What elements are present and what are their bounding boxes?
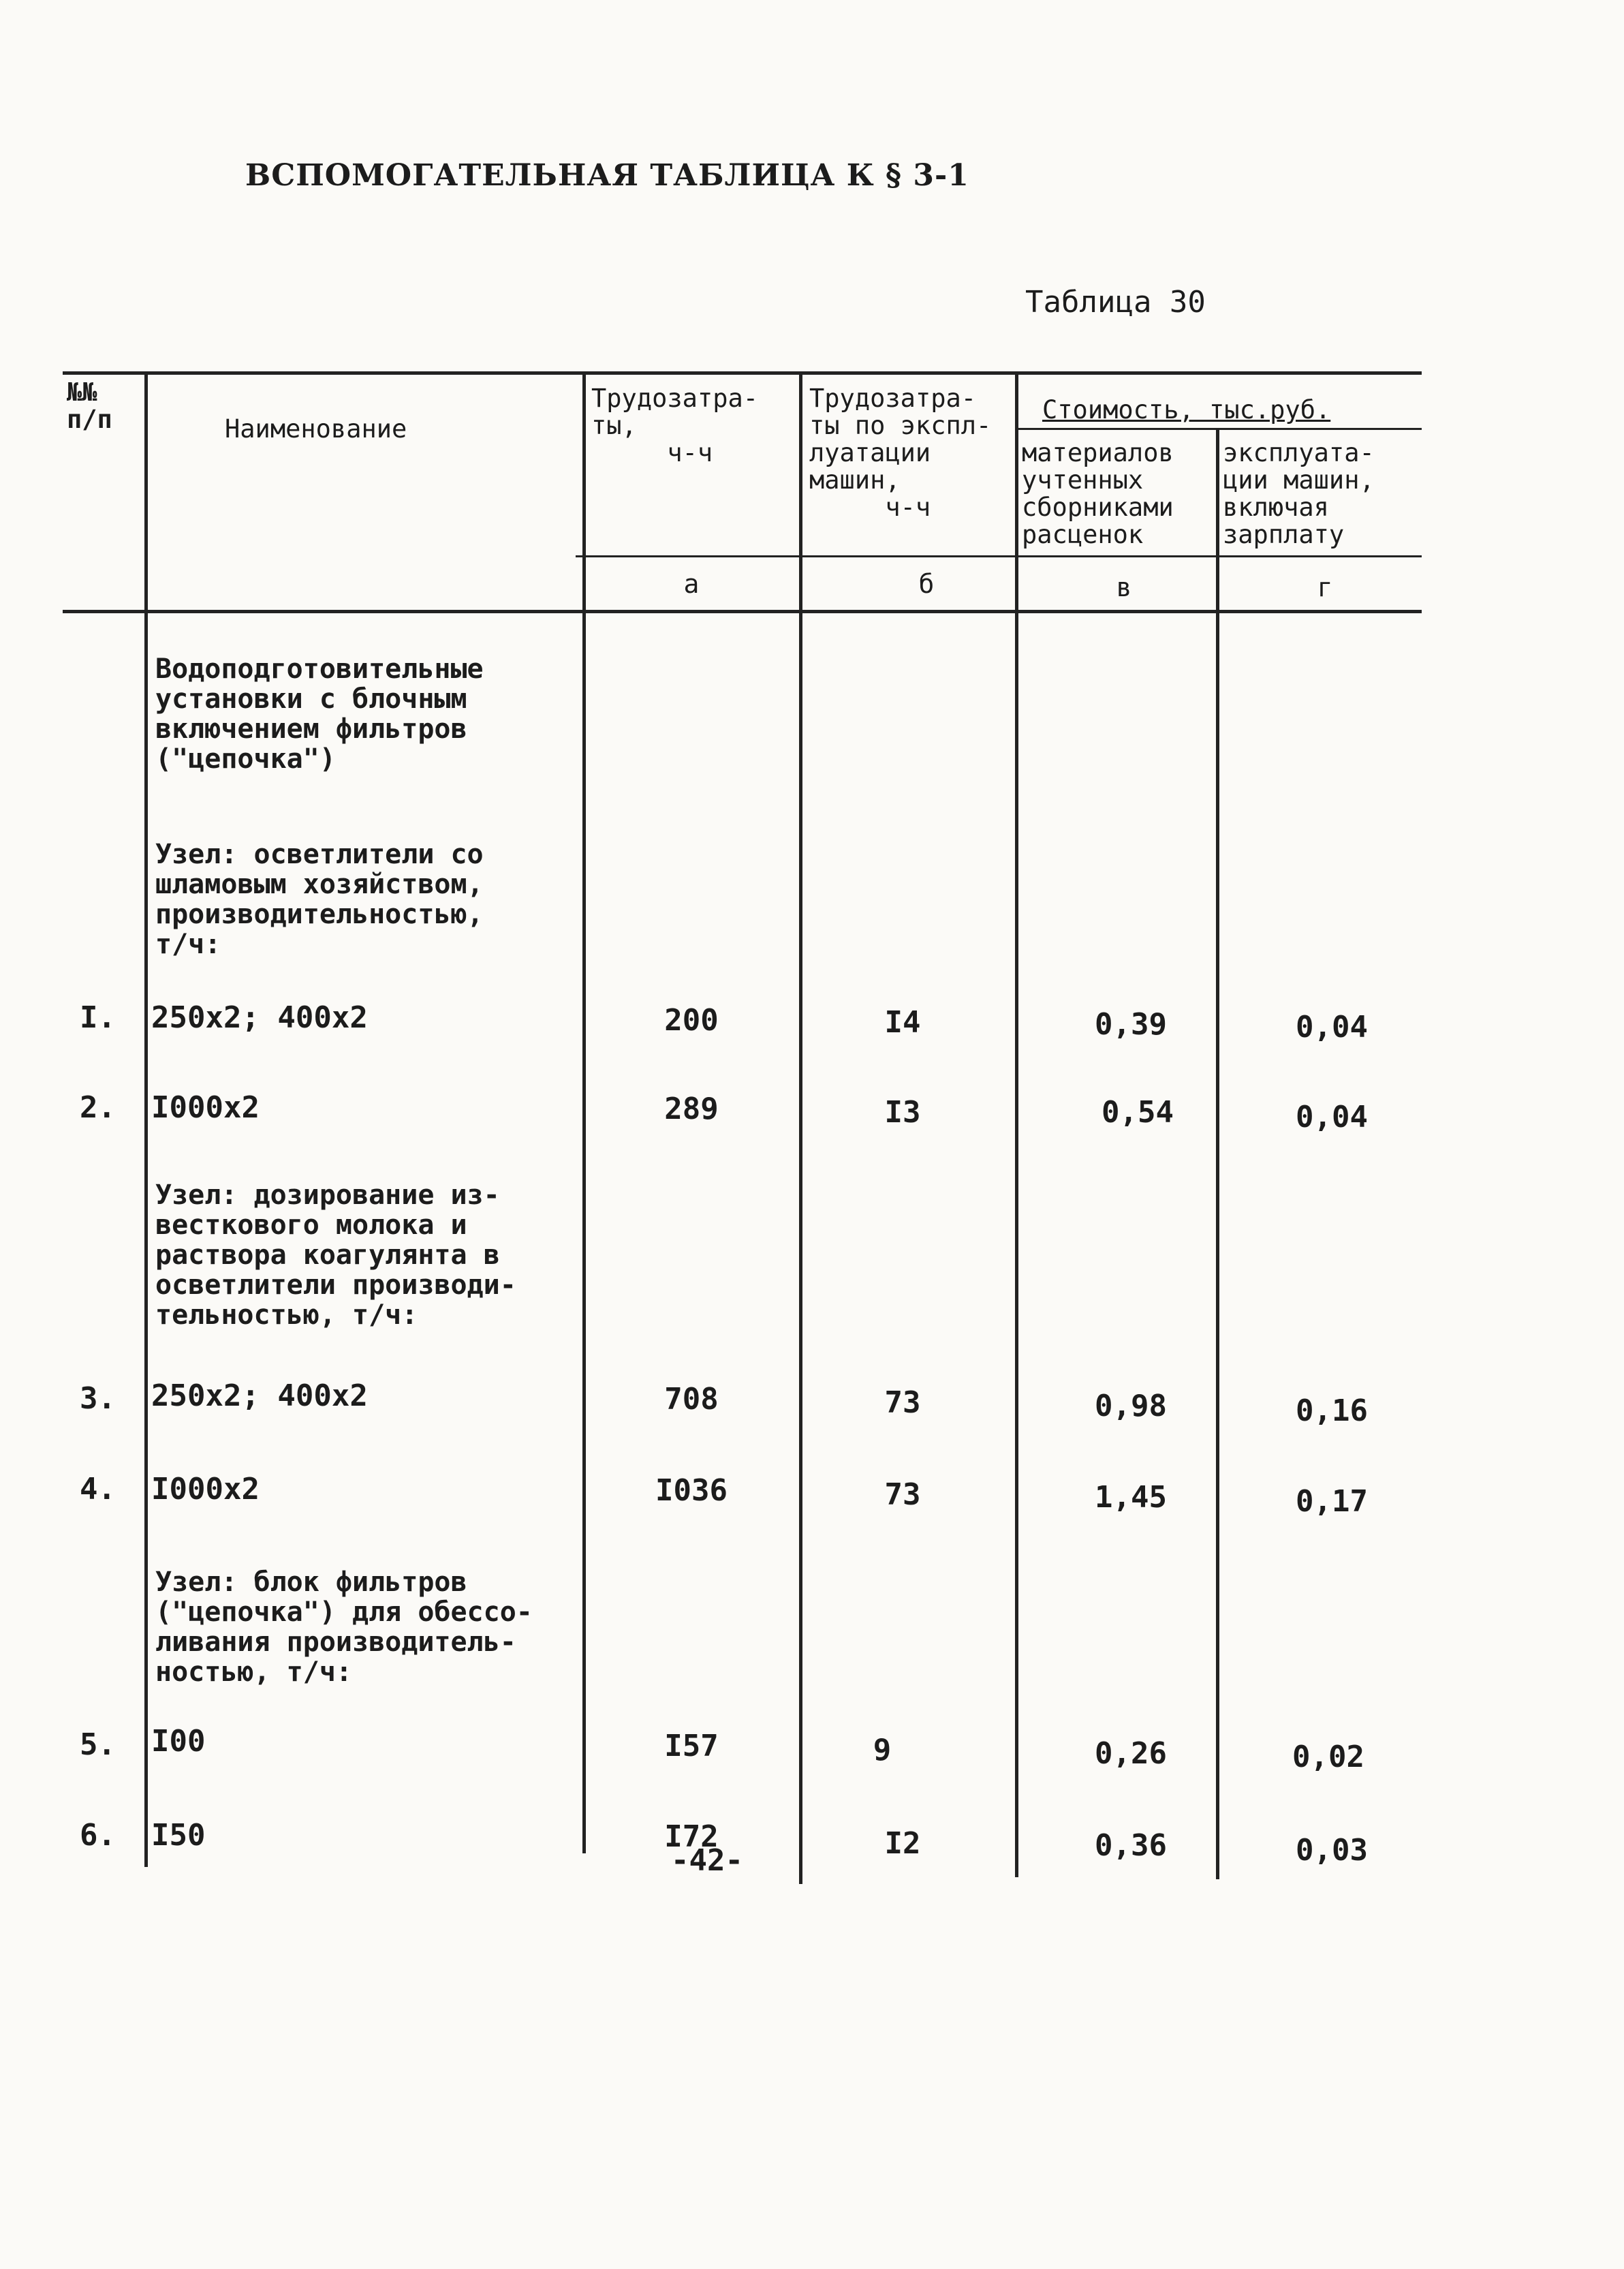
row-materials: 1,45 <box>1095 1480 1167 1515</box>
document-title: ВСПОМОГАТЕЛЬНАЯ ТАБЛИЦА К § 3-1 <box>245 158 969 193</box>
row-labor: I036 <box>655 1473 728 1508</box>
row-machine-labor: 9 <box>873 1733 892 1768</box>
column-divider-1 <box>144 371 148 1867</box>
row-machine-labor: I2 <box>884 1826 921 1861</box>
row-materials: 0,54 <box>1102 1095 1174 1130</box>
row-materials: 0,98 <box>1095 1389 1167 1423</box>
row-labor: 708 <box>664 1382 719 1417</box>
header-machine-labor: Трудозатра- ты по экспл- луатации машин, ч-ч <box>809 384 992 522</box>
row-number: I. <box>80 1000 116 1035</box>
header-labor: Трудозатра- ты, ч-ч <box>591 384 759 467</box>
header-number: №№ п/п <box>67 377 112 434</box>
letter-g: г <box>1317 572 1333 602</box>
row-name: I000х2 <box>151 1472 260 1507</box>
row-materials: 0,26 <box>1095 1736 1167 1771</box>
row-number: 6. <box>80 1818 116 1853</box>
row-machine-labor: I3 <box>884 1095 921 1130</box>
header-cost: Стоимость, тыс.руб. <box>1042 395 1331 425</box>
row-number: 3. <box>80 1381 116 1416</box>
section-heading: Узел: дозирование из- весткового молока и раствора коагулянта в осветлители производи- тельностью, т/ч: <box>155 1179 516 1331</box>
column-divider-5 <box>1216 428 1219 1879</box>
row-labor: 289 <box>664 1092 719 1126</box>
row-name: 250х2; 400х2 <box>151 1378 368 1413</box>
row-materials: 0,39 <box>1095 1007 1167 1042</box>
header-materials: материалов учтенных сборниками расценок <box>1022 438 1174 549</box>
letter-v: в <box>1116 572 1132 602</box>
row-machines: 0,17 <box>1296 1484 1368 1519</box>
row-machines: 0,02 <box>1292 1740 1364 1774</box>
row-labor: 200 <box>664 1003 719 1038</box>
letter-a: а <box>683 569 700 599</box>
letter-b: б <box>918 569 935 599</box>
table-label: Таблица 30 <box>1025 285 1206 320</box>
header-machines: эксплуата- ции машин, включая зарплату <box>1223 438 1375 549</box>
section-heading: Водоподготовительные установки с блочным включением фильтров ("цепочка") <box>155 653 484 775</box>
row-machine-labor: 73 <box>884 1385 921 1420</box>
column-divider-4 <box>1015 371 1018 1877</box>
table-top-rule <box>63 371 1422 375</box>
row-machines: 0,03 <box>1296 1833 1368 1868</box>
row-name: I00 <box>151 1724 206 1759</box>
row-machine-labor: 73 <box>884 1477 921 1512</box>
row-number: 4. <box>80 1472 116 1507</box>
row-machines: 0,04 <box>1296 1100 1368 1134</box>
letters-rule <box>576 555 1422 557</box>
section-heading: Узел: блок фильтров ("цепочка") для обессо- ливания производитель- ностью, т/ч: <box>155 1566 533 1688</box>
row-machines: 0,16 <box>1296 1393 1368 1428</box>
column-divider-3 <box>799 371 802 1884</box>
row-labor: I72 <box>664 1819 719 1854</box>
section-heading: Узел: осветлители со шламовым хозяйством, производительностью, т/ч: <box>155 839 484 960</box>
row-materials: 0,36 <box>1095 1828 1167 1863</box>
row-name: I50 <box>151 1818 206 1853</box>
row-machines: 0,04 <box>1296 1010 1368 1045</box>
row-machine-labor: I4 <box>884 1005 921 1040</box>
header-name: Наименование <box>225 414 407 444</box>
row-name: I000х2 <box>151 1090 260 1125</box>
row-labor: I57 <box>664 1729 719 1763</box>
row-number: 5. <box>80 1727 116 1762</box>
row-name: 250х2; 400х2 <box>151 1000 368 1035</box>
row-number: 2. <box>80 1090 116 1125</box>
page-number: -42- <box>671 1843 743 1878</box>
